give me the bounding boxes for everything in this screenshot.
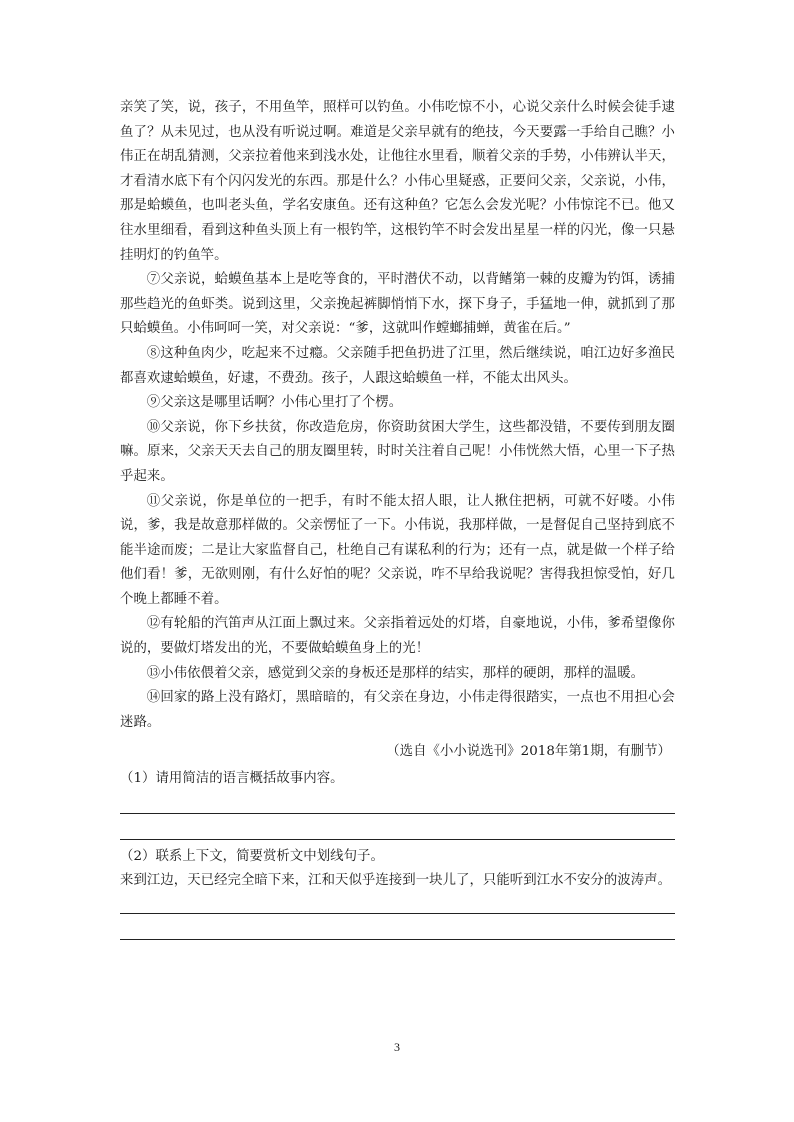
paragraph-10: ⑩父亲说，你下乡扶贫，你改造危房，你资助贫困大学生，这些都没错，不要传到朋友圈嘛。原来，父亲天天去自己的朋友圈里转，时时关注着自己呢！小伟恍然大悟，心里一下子热乎起来。 [120,419,675,484]
source-citation: （选自《小小说选刊》2018年第1期，有删节） [386,744,671,760]
paragraph-8: ⑧这种鱼肉少，吃起来不过瘾。父亲随手把鱼扔进了江里，然后继续说，咱江边好多渔民都喜欢逮蛤蟆鱼，好逮，不费劲。孩子，人跟这蛤蟆鱼一样，不能太出风头。 [120,345,675,386]
page-number: 3 [394,1040,400,1054]
article-body [120,96,675,940]
answer-line[interactable] [120,813,675,814]
paragraph-12: ⑫有轮船的汽笛声从江面上飘过来。父亲指着远处的灯塔，自豪地说，小伟，爹希望像你说的，要做灯塔发出的光，不要做蛤蟆鱼身上的光！ [120,616,675,657]
underlined-sentence: 来到江边，天已经完全暗下来，江和天似乎连接到一块儿了，只能听到江水不安分的波涛声。 [120,873,672,889]
paragraph-7: ⑦父亲说，蛤蟆鱼基本上是吃等食的，平时潜伏不动，以背鳍第一棘的皮瓣为钓饵，诱捕那些趋光的鱼虾类。说到这里，父亲挽起裤脚悄悄下水，探下身子，手猛地一伸，就抓到了那只蛤蟆鱼。小伟呵呵一笑，对父亲说：“爹，这就叫作螳螂捕蝉，黄雀在后。” [120,272,675,337]
paragraph-14: ⑭回家的路上没有路灯，黑暗暗的，有父亲在身边，小伟走得很踏实，一点也不用担心会迷路。 [120,690,675,730]
question-2-label: （2）联系上下文，简要赏析文中划线句子。 [120,848,384,864]
paragraph-continued: 亲笑了笑，说，孩子，不用鱼竿，照样可以钓鱼。小伟吃惊不小，心说父亲什么时候会徒手逮鱼了？从未见过，也从没有听说过啊。难道是父亲早就有的绝技，今天要露一手给自己瞧？小伟正在胡乱猜测，父亲拉着他来到浅水处，让他往水里看，顺着父亲的手势，小伟辨认半天，才看清水底下有个闪闪发光的东西。那是什么？小伟心里疑惑，正要问父亲，父亲说，小伟，那是蛤蟆鱼，也叫老头鱼，学名安康鱼。还有这种鱼？它怎么会发光呢？小伟惊诧不已。他又往水里细看，看到这种鱼头顶上有一根钓竿，这根钓竿不时会发出星星一样的闪光，像一只悬挂明灯的钓鱼竿。 [120,100,675,263]
paragraph-13: ⑬小伟依偎着父亲，感觉到父亲的身板还是那样的结实，那样的硬朗，那样的温暖。 [146,665,645,681]
answer-line[interactable] [120,939,675,940]
question-1-label: （1）请用简洁的语言概括故事内容。 [120,771,344,787]
answer-line[interactable] [120,839,675,840]
paragraph-11: ⑪父亲说，你是单位的一把手，有时不能太招人眼，让人揪住把柄，可就不好喽。小伟说，爹，我是故意那样做的。父亲愣怔了一下。小伟说，我那样做，一是督促自己坚持到底不能半途而废；二是让大家监督自己，杜绝自己有谋私利的行为；还有一点，就是做一个样子给他们看！爹，无欲则刚，有什么好怕的呢？父亲说，咋不早给我说呢？害得我担惊受怕，好几个晚上都睡不着。 [120,493,675,607]
paragraph-9: ⑨父亲这是哪里话啊？小伟心里打了个楞。 [146,395,403,411]
answer-line[interactable] [120,913,675,914]
